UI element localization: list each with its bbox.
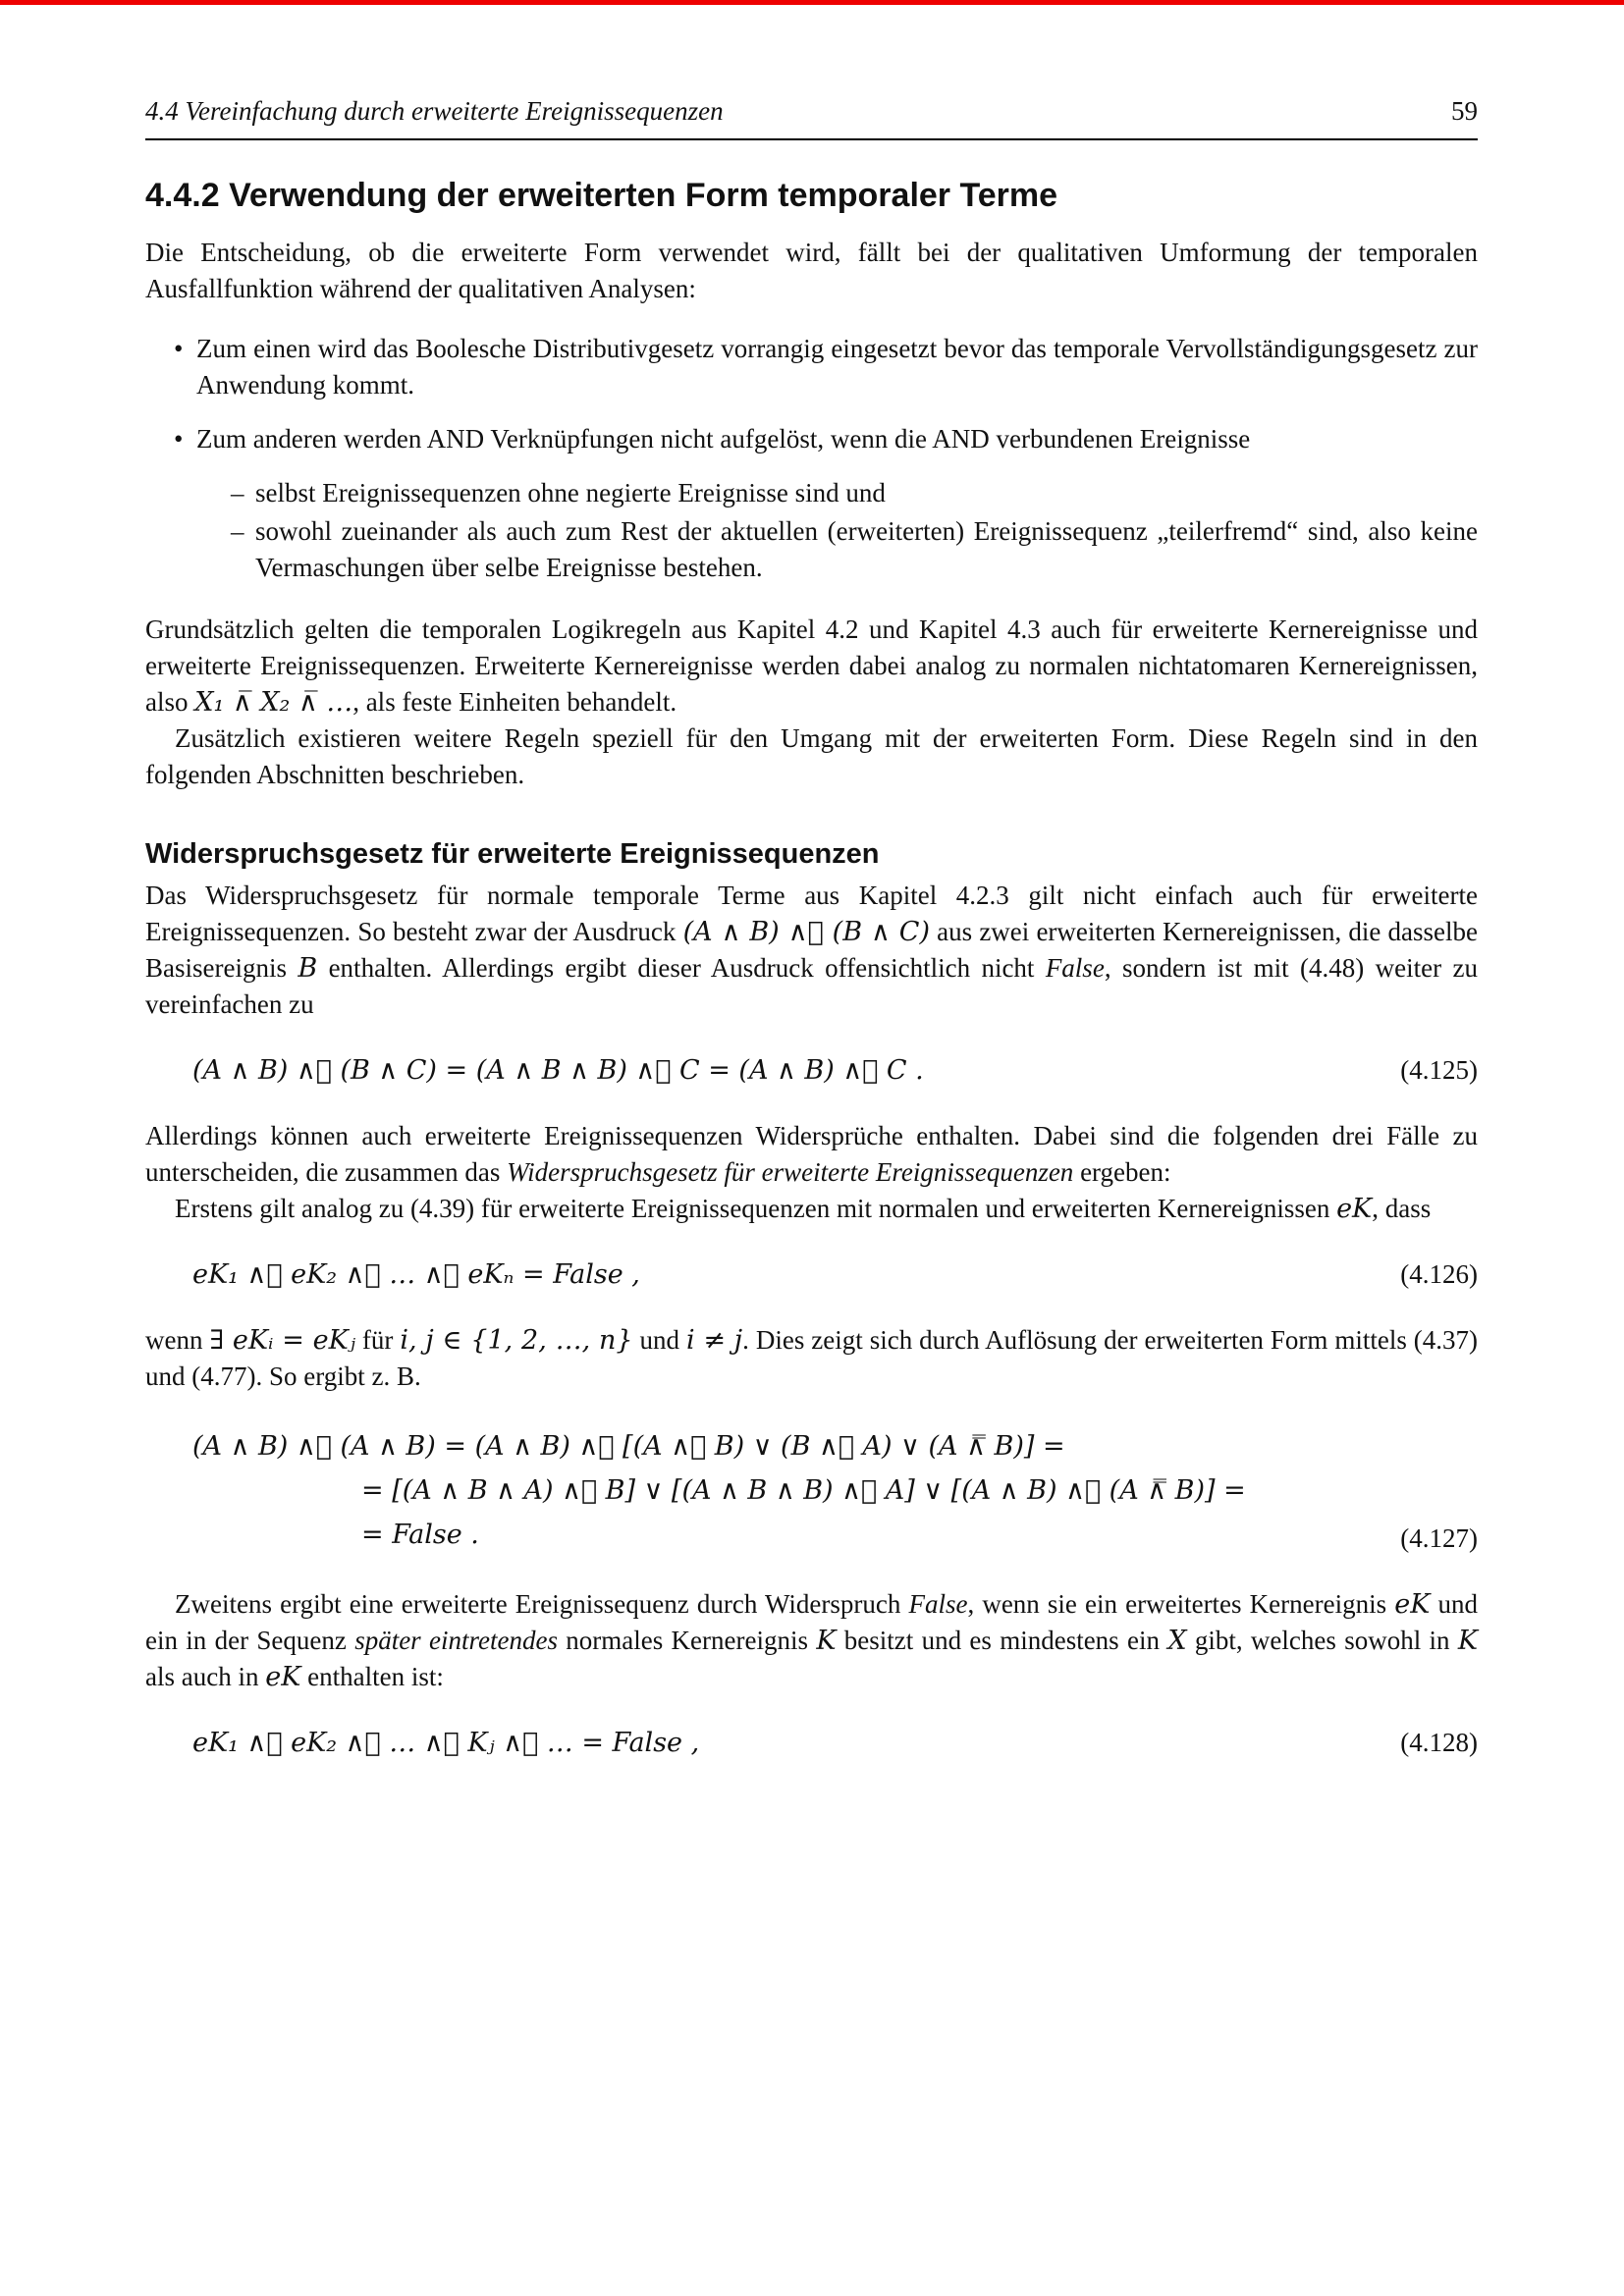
paragraph-erstens: Erstens gilt analog zu (4.39) für erweiterte Ereignissequenzen mit normalen und erweiterten Kernereignissen eK, dass	[175, 1194, 1432, 1224]
paragraph-allerdings: Allerdings können auch erweiterte Ereignissequenzen Widersprüche enthalten. Dabei sind die folgenden drei Fälle zu unterscheiden, die zusammen das Widerspruchsgesetz für erweiterte Ereignissequenzen ergeben:	[145, 1121, 1478, 1187]
page-content	[145, 0, 1478, 1761]
paragraph-grundsatz: Grundsätzlich gelten die temporalen Logikregeln aus Kapitel 4.2 und Kapitel 4.3 auch für erweiterte Kernereignisse und erweiterte Ereignissequenzen. Erweiterte Kernereignisse werden dabei analog zu normalen nichtatomaren Kernereignissen, also X₁ ∧̅ X₂ ∧̅ …, als feste Einheiten behandelt.	[145, 614, 1478, 718]
equation-body: eK₁ ∧⃗ eK₂ ∧⃗ … ∧⃗ Kⱼ ∧⃗ … = False ,	[192, 1728, 700, 1758]
running-header-title: 4.4 Vereinfachung durch erweiterte Ereignissequenzen	[145, 96, 724, 126]
page-number: 59	[1451, 96, 1478, 126]
paragraph-zweitens: Zweitens ergibt eine erweiterte Ereignissequenz durch Widerspruch False, wenn sie ein erweitertes Kernereignis eK und ein in der Sequenz später eintretendes normales Kernereignis K besitzt und es mindestens ein X gibt, welches sowohl in K als auch in eK enthalten ist:	[145, 1589, 1479, 1692]
equation-body: (A ∧ B) ∧⃗ (B ∧ C) = (A ∧ B ∧ B) ∧⃗ C = (A ∧ B) ∧⃗ C .	[192, 1055, 924, 1086]
subsection-heading: Widerspruchsgesetz für erweiterte Ereignissequenzen	[145, 838, 880, 870]
equation-line: = False .	[361, 1520, 479, 1550]
sub-list-item-text: selbst Ereignissequenzen ohne negierte Ereignisse sind und	[255, 478, 886, 507]
bullet-marker: •	[174, 334, 184, 363]
equation-number: (4.128)	[1400, 1728, 1478, 1757]
equation-4-125	[145, 1052, 1478, 1089]
top-edge-marker	[0, 0, 1624, 5]
equation-4-127	[145, 1424, 1478, 1557]
list-item-text: Zum anderen werden AND Verknüpfungen nicht aufgelöst, wenn die AND verbundenen Ereignisse	[196, 424, 1251, 454]
paragraph-intro: Die Entscheidung, ob die erweiterte Form verwendet wird, fällt bei der qualitativen Umformung der temporalen Ausfallfunktion während der qualitativen Analysen:	[145, 238, 1478, 303]
bullet-list	[145, 331, 1478, 586]
equation-line: = [(A ∧ B ∧ A) ∧⃗ B] ∨ [(A ∧ B ∧ B) ∧⃗ A] ∨ [(A ∧ B) ∧⃗ (A ∧̿ B)] =	[361, 1475, 1246, 1506]
section-heading: 4.4.2 Verwendung der erweiterten Form temporaler Terme	[145, 177, 1058, 214]
equation-number: (4.125)	[1400, 1055, 1478, 1085]
equation-body: eK₁ ∧⃗ eK₂ ∧⃗ … ∧⃗ eKₙ = False ,	[192, 1259, 640, 1290]
paragraph-widerspruch-intro: Das Widerspruchsgesetz für normale temporale Terme aus Kapitel 4.2.3 gilt nicht einfach auch für erweiterte Ereignissequenzen. So besteht zwar der Ausdruck (A ∧ B) ∧⃗ (B ∧ C) aus zwei erweiterten Kernereignissen, die dasselbe Basisereignis B enthalten. Allerdings ergibt dieser Ausdruck offensichtlich nicht False, sondern ist mit (4.48) weiter zu vereinfachen zu	[145, 881, 1478, 1019]
equation-lines	[192, 1424, 1246, 1557]
dash-marker: –	[231, 516, 244, 546]
bullet-marker: •	[174, 424, 184, 454]
equation-4-128	[145, 1725, 1478, 1761]
equation-line: (A ∧ B) ∧⃗ (A ∧ B) = (A ∧ B) ∧⃗ [(A ∧⃗ B) ∨ (B ∧⃗ A) ∨ (A ∧̿ B)] =	[192, 1431, 1065, 1462]
equation-4-126	[145, 1256, 1478, 1293]
list-item-text: Zum einen wird das Boolesche Distributivgesetz vorrangig eingesetzt bevor das temporale Vervollständigungsgesetz zur Anwendung kommt.	[196, 334, 1478, 400]
paragraph-zusatz: Zusätzlich existieren weitere Regeln speziell für den Umgang mit der erweiterten Form. Diese Regeln sind in den folgenden Abschnitten beschrieben.	[145, 723, 1478, 789]
list-item	[145, 421, 1478, 457]
sub-list-item	[145, 475, 1478, 511]
sub-list-item-text: sowohl zueinander als auch zum Rest der aktuellen (erweiterten) Ereignissequenz „teilerfremd“ sind, also keine Vermaschungen über selbe Ereignisse bestehen.	[255, 516, 1478, 582]
sub-list-item	[145, 513, 1478, 586]
equation-number: (4.127)	[1400, 1523, 1478, 1553]
running-header	[145, 93, 1478, 140]
paragraph-wenn: wenn ∃ eKᵢ = eKⱼ für i, j ∈ {1, 2, …, n} und i ≠ j. Dies zeigt sich durch Auflösung der erweiterten Form mittels (4.37) und (4.77). So ergibt z. B.	[145, 1325, 1479, 1391]
dash-marker: –	[231, 478, 244, 507]
equation-number: (4.126)	[1400, 1259, 1478, 1289]
list-item	[145, 331, 1478, 403]
